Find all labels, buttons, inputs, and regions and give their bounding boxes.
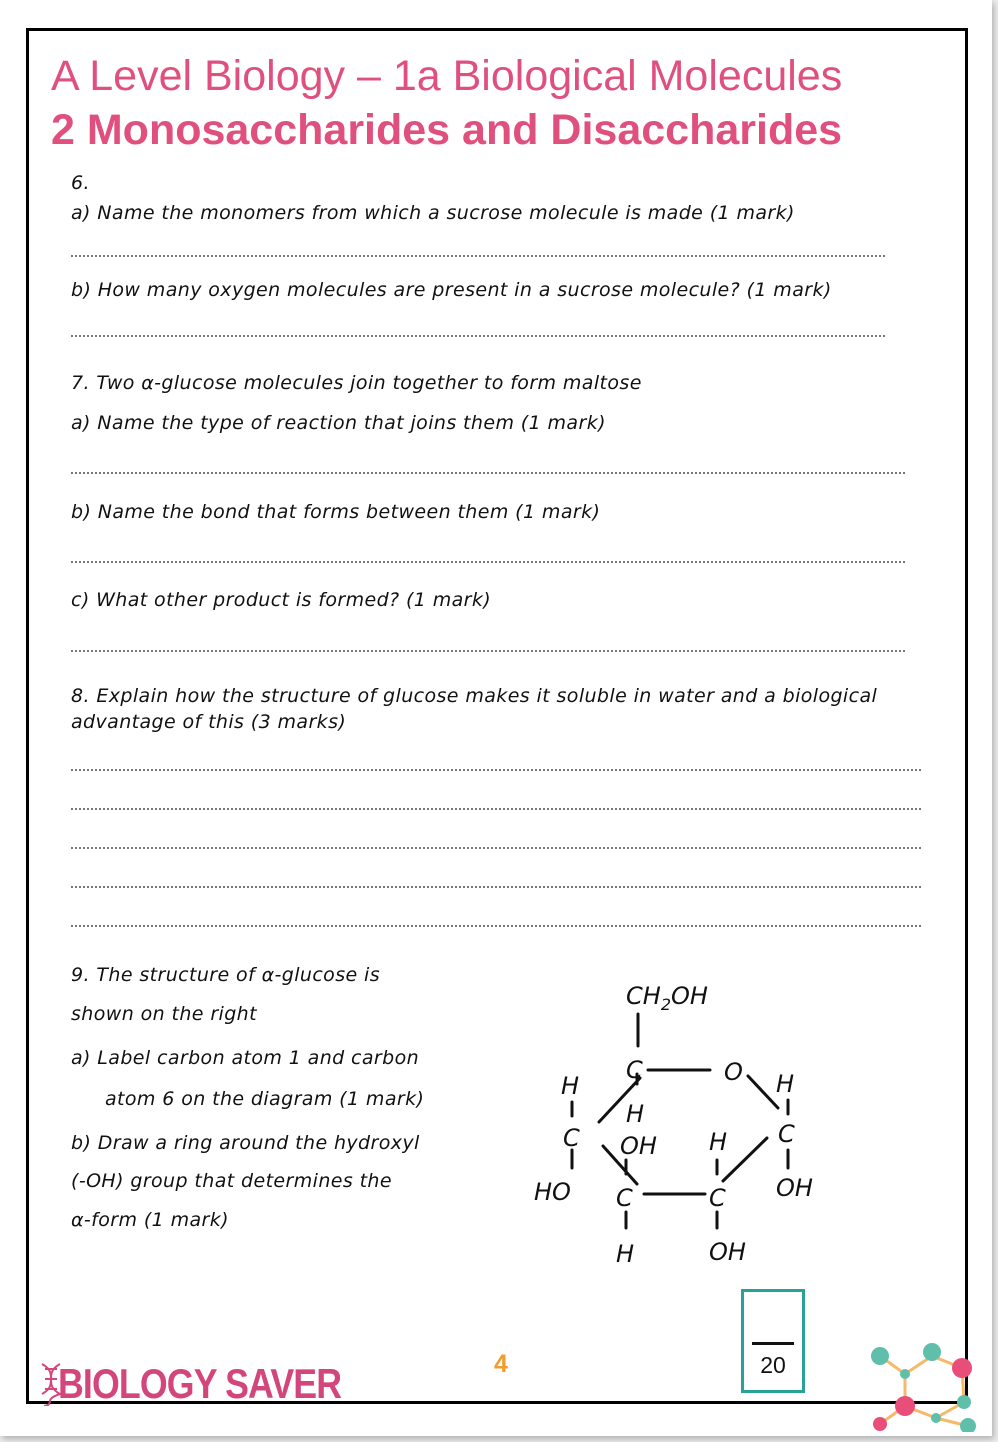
alpha-glucose-diagram[interactable]: [520, 970, 840, 1270]
c1-hydrogen-label: H: [776, 1070, 795, 1098]
q7a-text: a) Name the type of reaction that joins them (1 mark): [71, 412, 606, 434]
answer-line[interactable]: [71, 847, 921, 849]
c2-hydrogen-label: H: [709, 1128, 728, 1156]
carbon-1-label: C: [778, 1120, 795, 1148]
molecule-network-icon: [860, 1340, 980, 1432]
c3-hydrogen-label: H: [616, 1240, 635, 1268]
answer-line[interactable]: [71, 472, 905, 474]
q9-text-line1: 9. The structure of α-glucose is: [71, 964, 381, 986]
q9b-text-line1: b) Draw a ring around the hydroxyl: [71, 1132, 420, 1154]
page-title: A Level Biology – 1a Biological Molecules: [51, 52, 843, 100]
bond-c2-c1: [723, 1138, 767, 1181]
q9b-text-line3: α-form (1 mark): [71, 1209, 229, 1231]
q8-text-line2: advantage of this (3 marks): [71, 711, 347, 733]
c4-hydrogen-label: H: [561, 1072, 580, 1100]
q7c-text: c) What other product is formed? (1 mark): [71, 589, 492, 611]
page-number: 4: [494, 1350, 508, 1378]
score-box[interactable]: [741, 1289, 805, 1393]
answer-line[interactable]: [71, 886, 921, 888]
q7-stem: 7. Two α-glucose molecules join together to form maltose: [71, 372, 642, 394]
q9a-text-line1: a) Label carbon atom 1 and carbon: [71, 1047, 420, 1069]
carbon-4-label: C: [563, 1124, 580, 1152]
carbon-3-label: C: [616, 1184, 633, 1212]
q9-text-line2: shown on the right: [71, 1003, 257, 1025]
bond-o-c1: [748, 1076, 778, 1108]
score-fraction-line: [752, 1342, 794, 1345]
ch2oh-label: $CH_2OH$: [626, 982, 708, 1014]
score-total: 20: [760, 1352, 786, 1378]
c3-hydroxyl-label: OH: [620, 1132, 657, 1160]
answer-line[interactable]: [71, 561, 905, 563]
q6-number: 6.: [71, 172, 90, 194]
q6b-text: b) How many oxygen molecules are present in a sucrose molecule? (1 mark): [71, 279, 832, 301]
answer-line[interactable]: [71, 769, 921, 771]
brand-wordmark: BIOLOGY SAVER: [58, 1360, 342, 1407]
answer-line[interactable]: [71, 335, 885, 337]
c1-hydroxyl-label: OH: [776, 1174, 813, 1202]
answer-line[interactable]: [71, 925, 921, 927]
q9a-text-line2: atom 6 on the diagram (1 mark): [105, 1088, 425, 1110]
c5-hydrogen-label: H: [626, 1100, 645, 1128]
carbon-5-label: C: [626, 1056, 643, 1084]
answer-line[interactable]: [71, 808, 921, 810]
answer-line[interactable]: [71, 650, 905, 652]
answer-line[interactable]: [71, 255, 885, 257]
q9b-text-line2: (-OH) group that determines the: [71, 1170, 392, 1192]
c4-hydroxyl-label: HO: [534, 1178, 571, 1206]
page-subtitle: 2 Monosaccharides and Disaccharides: [51, 106, 843, 154]
c2-hydroxyl-label: OH: [709, 1238, 746, 1266]
q8-text-line1: 8. Explain how the structure of glucose makes it soluble in water and a biological: [71, 685, 878, 707]
carbon-2-label: C: [709, 1184, 726, 1212]
q6a-text: a) Name the monomers from which a sucrose molecule is made (1 mark): [71, 202, 795, 224]
ring-oxygen-label: O: [724, 1058, 743, 1086]
q7b-text: b) Name the bond that forms between them (1 mark): [71, 501, 601, 523]
